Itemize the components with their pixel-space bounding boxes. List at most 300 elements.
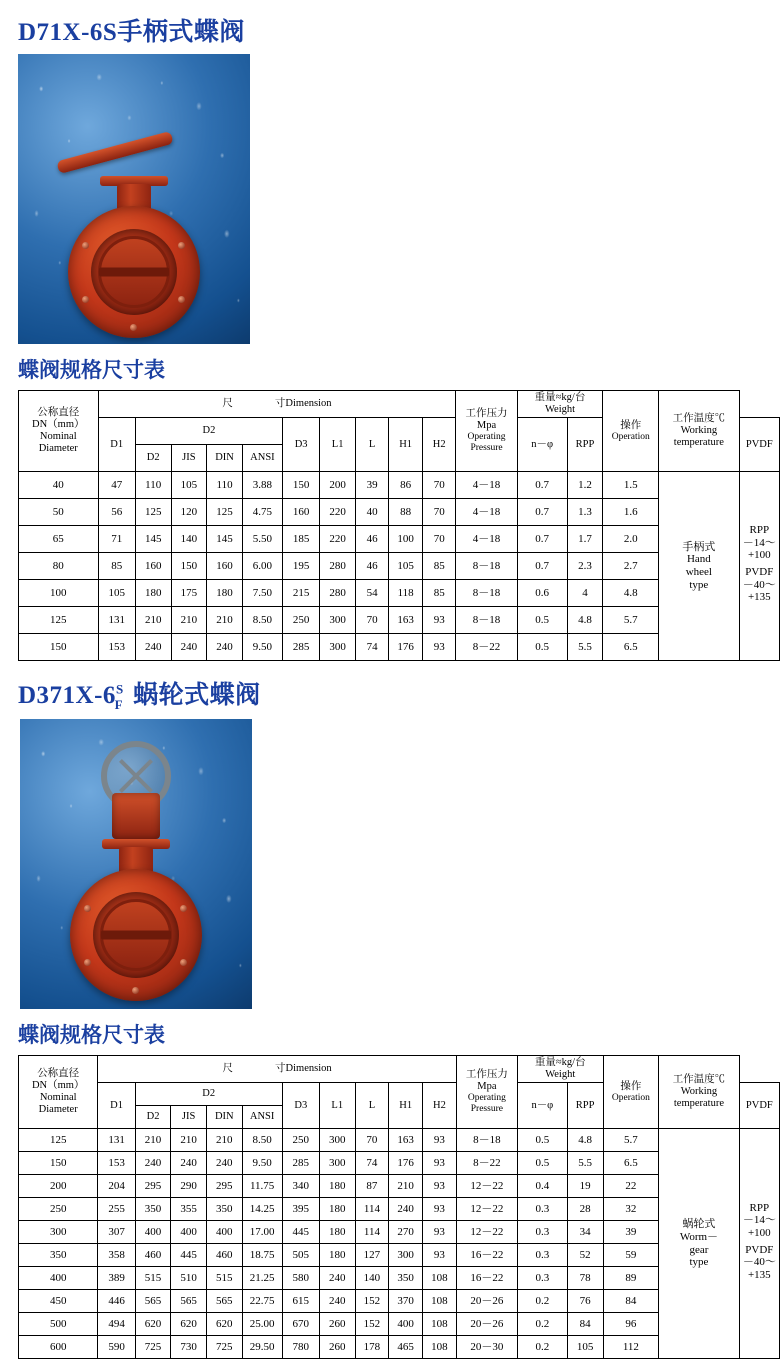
header-weight: 重量≈kg/台 Weight (517, 391, 603, 418)
cell-d3: 580 (282, 1267, 319, 1290)
cell-nphi: 12－22 (456, 1198, 517, 1221)
cell-jis: 210 (171, 607, 207, 634)
header-operating-pressure: 工作压力 Mpa Operating Pressure (456, 1056, 517, 1129)
cell-rpp: 84 (567, 1313, 603, 1336)
cell-l: 74 (355, 1152, 389, 1175)
valve-bolt (180, 959, 187, 966)
cell-h1: 176 (389, 634, 423, 661)
cell-dn: 600 (19, 1336, 98, 1359)
cell-jis: 510 (171, 1267, 207, 1290)
cell-dn: 150 (19, 634, 99, 661)
cell-h2: 93 (423, 607, 456, 634)
header-d2: D2 (135, 1106, 171, 1129)
cell-pvdf: 1.6 (603, 499, 659, 526)
valve-stem-bar (101, 931, 171, 940)
cell-jis: 355 (171, 1198, 207, 1221)
cell-d3: 505 (282, 1244, 319, 1267)
table-header-row-1 (19, 1056, 780, 1083)
cell-jis: 105 (171, 472, 207, 499)
model-name-1: 手柄式蝶阀 (117, 19, 245, 46)
cell-din: 295 (206, 1175, 242, 1198)
cell-rpp: 34 (567, 1221, 603, 1244)
cell-din: 240 (207, 634, 243, 661)
cell-d2: 620 (135, 1313, 171, 1336)
cell-dn: 150 (19, 1152, 98, 1175)
cell-nphi: 20－26 (456, 1290, 517, 1313)
cell-press: 0.4 (517, 1175, 567, 1198)
cell-d1: 590 (98, 1336, 135, 1359)
cell-din: 725 (206, 1336, 242, 1359)
cell-rpp: 4.8 (567, 1129, 603, 1152)
cell-l1: 260 (319, 1336, 355, 1359)
cell-l1: 280 (320, 553, 356, 580)
cell-l1: 300 (320, 607, 356, 634)
header-pvdf: PVDF (739, 418, 779, 472)
cell-h2: 93 (423, 634, 456, 661)
cell-dn: 125 (19, 607, 99, 634)
cell-h1: 270 (389, 1221, 423, 1244)
cell-press: 0.6 (517, 580, 567, 607)
cell-d1: 358 (98, 1244, 135, 1267)
cell-din: 110 (207, 472, 243, 499)
cell-h1: 100 (389, 526, 423, 553)
cell-h1: 370 (389, 1290, 423, 1313)
cell-d3: 285 (282, 1152, 319, 1175)
cell-nphi: 8－22 (456, 1152, 517, 1175)
cell-rpp: 76 (567, 1290, 603, 1313)
cell-rpp: 52 (567, 1244, 603, 1267)
cell-l: 70 (355, 1129, 389, 1152)
cell-press: 0.2 (517, 1290, 567, 1313)
header-l1: L1 (320, 418, 356, 472)
cell-h1: 118 (389, 580, 423, 607)
cell-dn: 65 (19, 526, 99, 553)
cell-l1: 180 (319, 1198, 355, 1221)
cell-ansi: 25.00 (242, 1313, 282, 1336)
cell-rpp: 78 (567, 1267, 603, 1290)
valve-bolt (84, 959, 91, 966)
cell-ansi: 3.88 (242, 472, 282, 499)
cell-dn: 400 (19, 1267, 98, 1290)
worm-gear-box (112, 793, 160, 839)
cell-d1: 204 (98, 1175, 135, 1198)
cell-h1: 88 (389, 499, 423, 526)
cell-jis: 120 (171, 499, 207, 526)
cell-d3: 615 (282, 1290, 319, 1313)
model-name-2: 蜗轮式蝶阀 (133, 682, 261, 710)
cell-l1: 200 (320, 472, 356, 499)
cell-nphi: 16－22 (456, 1244, 517, 1267)
cell-jis: 730 (171, 1336, 207, 1359)
cell-jis: 210 (171, 1129, 207, 1152)
header-ansi: ANSI (242, 445, 282, 472)
handle-valve-photo (18, 54, 250, 344)
table-header-row-1 (19, 391, 780, 418)
cell-din: 460 (206, 1244, 242, 1267)
cell-press: 0.5 (517, 634, 567, 661)
page-title-handle-valve (0, 0, 780, 54)
cell-d2: 210 (135, 607, 171, 634)
cell-h2: 70 (423, 472, 456, 499)
cell-din: 145 (207, 526, 243, 553)
cell-jis: 620 (171, 1313, 207, 1336)
cell-rpp: 4 (567, 580, 603, 607)
cell-h1: 105 (389, 553, 423, 580)
cell-jis: 240 (171, 1152, 207, 1175)
cell-l1: 220 (320, 499, 356, 526)
model-sup-2: S (115, 681, 124, 697)
cell-d2: 160 (135, 553, 171, 580)
cell-l: 152 (355, 1290, 389, 1313)
cell-d2: 240 (135, 634, 171, 661)
header-h2: H2 (423, 1083, 457, 1129)
cell-pvdf: 1.5 (603, 472, 659, 499)
cell-h2: 93 (423, 1198, 457, 1221)
cell-d2: 240 (135, 1152, 171, 1175)
cell-ansi: 18.75 (242, 1244, 282, 1267)
cell-rpp: 5.5 (567, 634, 603, 661)
cell-press: 0.3 (517, 1221, 567, 1244)
cell-jis: 150 (171, 553, 207, 580)
cell-nphi: 4－18 (456, 499, 517, 526)
valve-body (68, 206, 200, 338)
cell-dn: 40 (19, 472, 99, 499)
cell-pvdf: 112 (603, 1336, 659, 1359)
cell-din: 565 (206, 1290, 242, 1313)
cell-l: 127 (355, 1244, 389, 1267)
cell-nphi: 8－18 (456, 607, 517, 634)
valve-body (70, 869, 202, 1001)
cell-jis: 290 (171, 1175, 207, 1198)
cell-din: 160 (207, 553, 243, 580)
cell-l: 40 (355, 499, 388, 526)
cell-dn: 200 (19, 1175, 98, 1198)
header-d3: D3 (282, 1083, 319, 1129)
cell-rpp: 105 (567, 1336, 603, 1359)
cell-ansi: 11.75 (242, 1175, 282, 1198)
valve-bolt (82, 242, 89, 249)
cell-pvdf: 39 (603, 1221, 659, 1244)
cell-working-temperature: RPP －14～+100 PVDF －40～+135 (739, 472, 779, 661)
cell-d2: 125 (135, 499, 171, 526)
cell-jis: 140 (171, 526, 207, 553)
cell-pvdf: 2.0 (603, 526, 659, 553)
cell-rpp: 5.5 (567, 1152, 603, 1175)
cell-l: 39 (355, 472, 388, 499)
cell-d1: 131 (98, 1129, 135, 1152)
cell-press: 0.3 (517, 1267, 567, 1290)
worm-gear-valve-photo (20, 719, 252, 1009)
cell-dn: 100 (19, 580, 99, 607)
cell-d2: 210 (135, 1129, 171, 1152)
cell-nphi: 16－22 (456, 1267, 517, 1290)
cell-h1: 176 (389, 1152, 423, 1175)
cell-l1: 180 (319, 1175, 355, 1198)
cell-d1: 105 (98, 580, 135, 607)
header-pvdf: PVDF (739, 1083, 779, 1129)
cell-rpp: 4.8 (567, 607, 603, 634)
header-dimension: 尺 寸Dimension (98, 391, 456, 418)
cell-d3: 395 (282, 1198, 319, 1221)
cell-dn: 500 (19, 1313, 98, 1336)
cell-nphi: 20－26 (456, 1313, 517, 1336)
cell-h1: 465 (389, 1336, 423, 1359)
cell-d2: 145 (135, 526, 171, 553)
header-rpp: RPP (567, 1083, 603, 1129)
cell-d1: 71 (98, 526, 135, 553)
cell-press: 0.3 (517, 1244, 567, 1267)
cell-nphi: 8－18 (456, 1129, 517, 1152)
cell-d2: 350 (135, 1198, 171, 1221)
cell-ansi: 8.50 (242, 607, 282, 634)
cell-press: 0.5 (517, 607, 567, 634)
header-l1: L1 (319, 1083, 355, 1129)
cell-d3: 285 (282, 634, 319, 661)
cell-l: 140 (355, 1267, 389, 1290)
cell-l1: 300 (319, 1129, 355, 1152)
cell-dn: 125 (19, 1129, 98, 1152)
cell-ansi: 9.50 (242, 1152, 282, 1175)
cell-l1: 300 (320, 634, 356, 661)
cell-dn: 50 (19, 499, 99, 526)
header-d2-group: D2 (135, 1083, 282, 1106)
cell-ansi: 14.25 (242, 1198, 282, 1221)
header-n-phi: n－φ (517, 1083, 567, 1129)
header-h1: H1 (389, 1083, 423, 1129)
header-d2: D2 (135, 445, 171, 472)
cell-nphi: 20－30 (456, 1336, 517, 1359)
cell-d2: 725 (135, 1336, 171, 1359)
header-l: L (355, 418, 388, 472)
cell-dn: 350 (19, 1244, 98, 1267)
cell-pvdf: 96 (603, 1313, 659, 1336)
cell-l: 87 (355, 1175, 389, 1198)
cell-ansi: 17.00 (242, 1221, 282, 1244)
cell-din: 210 (207, 607, 243, 634)
cell-rpp: 19 (567, 1175, 603, 1198)
cell-pvdf: 6.5 (603, 1152, 659, 1175)
header-n-phi: n－φ (517, 418, 567, 472)
cell-press: 0.3 (517, 1198, 567, 1221)
cell-l1: 240 (319, 1267, 355, 1290)
header-operation: 操作 Operation (603, 1056, 659, 1129)
cell-pvdf: 5.7 (603, 1129, 659, 1152)
cell-l: 70 (355, 607, 388, 634)
header-din: DIN (207, 445, 243, 472)
cell-working-temperature: RPP －14～+100 PVDF －40～+135 (739, 1129, 779, 1359)
cell-l: 178 (355, 1336, 389, 1359)
header-weight: 重量≈kg/台 Weight (517, 1056, 603, 1083)
cell-l: 114 (355, 1221, 389, 1244)
header-ansi: ANSI (242, 1106, 282, 1129)
header-d1: D1 (98, 1083, 135, 1129)
cell-h2: 93 (423, 1129, 457, 1152)
page-title-worm-valve (0, 661, 780, 719)
cell-ansi: 7.50 (242, 580, 282, 607)
cell-h2: 85 (423, 580, 456, 607)
cell-pvdf: 22 (603, 1175, 659, 1198)
header-l: L (355, 1083, 389, 1129)
cell-nphi: 12－22 (456, 1221, 517, 1244)
cell-ansi: 22.75 (242, 1290, 282, 1313)
cell-h2: 70 (423, 499, 456, 526)
cell-d3: 160 (282, 499, 319, 526)
cell-d1: 85 (98, 553, 135, 580)
cell-ansi: 8.50 (242, 1129, 282, 1152)
header-h1: H1 (389, 418, 423, 472)
header-rpp: RPP (567, 418, 603, 472)
model-code-2: D371X-6 (18, 682, 116, 710)
valve-stem-bar (99, 268, 169, 277)
cell-d1: 153 (98, 634, 135, 661)
cell-press: 0.2 (517, 1313, 567, 1336)
cell-d1: 56 (98, 499, 135, 526)
cell-press: 0.7 (517, 553, 567, 580)
cell-l1: 240 (319, 1290, 355, 1313)
cell-dn: 300 (19, 1221, 98, 1244)
cell-pvdf: 59 (603, 1244, 659, 1267)
cell-d2: 400 (135, 1221, 171, 1244)
cell-din: 125 (207, 499, 243, 526)
cell-d1: 389 (98, 1267, 135, 1290)
cell-l1: 180 (319, 1244, 355, 1267)
cell-pvdf: 2.7 (603, 553, 659, 580)
cell-dn: 250 (19, 1198, 98, 1221)
cell-d3: 340 (282, 1175, 319, 1198)
cell-jis: 175 (171, 580, 207, 607)
cell-dn: 80 (19, 553, 99, 580)
cell-pvdf: 4.8 (603, 580, 659, 607)
cell-d2: 565 (135, 1290, 171, 1313)
cell-l1: 180 (319, 1221, 355, 1244)
cell-d1: 47 (98, 472, 135, 499)
cell-ansi: 9.50 (242, 634, 282, 661)
cell-d3: 215 (282, 580, 319, 607)
cell-h2: 108 (423, 1267, 457, 1290)
cell-ansi: 4.75 (242, 499, 282, 526)
cell-pvdf: 89 (603, 1267, 659, 1290)
cell-din: 240 (206, 1152, 242, 1175)
cell-ansi: 21.25 (242, 1267, 282, 1290)
header-working-temperature: 工作温度℃ Working temperature (659, 391, 740, 472)
header-h2: H2 (423, 418, 456, 472)
cell-d2: 515 (135, 1267, 171, 1290)
table-title-2: 蝶阀规格尺寸表 (18, 1023, 165, 1048)
cell-d3: 250 (282, 607, 319, 634)
cell-din: 350 (206, 1198, 242, 1221)
cell-h1: 240 (389, 1198, 423, 1221)
cell-d1: 446 (98, 1290, 135, 1313)
header-jis: JIS (171, 1106, 207, 1129)
cell-l1: 260 (319, 1313, 355, 1336)
valve-bolt (178, 242, 185, 249)
cell-din: 210 (206, 1129, 242, 1152)
header-operation: 操作 Operation (603, 391, 659, 472)
cell-d1: 131 (98, 607, 135, 634)
cell-h2: 93 (423, 1244, 457, 1267)
cell-d1: 494 (98, 1313, 135, 1336)
table-row (19, 1129, 780, 1152)
cell-din: 515 (206, 1267, 242, 1290)
cell-dn: 450 (19, 1290, 98, 1313)
model-sub-2: F (114, 697, 124, 713)
cell-h1: 400 (389, 1313, 423, 1336)
header-working-temperature: 工作温度℃ Working temperature (659, 1056, 739, 1129)
cell-l1: 280 (320, 580, 356, 607)
cell-nphi: 8－22 (456, 634, 517, 661)
cell-d3: 150 (282, 472, 319, 499)
cell-l: 46 (355, 553, 388, 580)
cell-h2: 70 (423, 526, 456, 553)
cell-din: 620 (206, 1313, 242, 1336)
header-d3: D3 (282, 418, 319, 472)
cell-rpp: 1.2 (567, 472, 603, 499)
cell-d2: 110 (135, 472, 171, 499)
cell-h2: 85 (423, 553, 456, 580)
cell-jis: 445 (171, 1244, 207, 1267)
cell-nphi: 4－18 (456, 472, 517, 499)
header-operating-pressure: 工作压力 Mpa Operating Pressure (456, 391, 517, 472)
cell-rpp: 2.3 (567, 553, 603, 580)
header-din: DIN (206, 1106, 242, 1129)
table-body (19, 1129, 780, 1359)
cell-nphi: 12－22 (456, 1175, 517, 1198)
table-row (19, 472, 780, 499)
model-code-1: D71X-6S (18, 19, 118, 46)
cell-din: 180 (207, 580, 243, 607)
cell-d2: 295 (135, 1175, 171, 1198)
cell-ansi: 6.00 (242, 553, 282, 580)
cell-d3: 445 (282, 1221, 319, 1244)
cell-pvdf: 84 (603, 1290, 659, 1313)
header-d2-group: D2 (135, 418, 282, 445)
cell-operation: 蜗轮式 Worm－ gear type (659, 1129, 739, 1359)
cell-h1: 350 (389, 1267, 423, 1290)
cell-l: 152 (355, 1313, 389, 1336)
table-head (19, 1056, 780, 1129)
cell-pvdf: 6.5 (603, 634, 659, 661)
cell-h2: 93 (423, 1152, 457, 1175)
cell-nphi: 8－18 (456, 580, 517, 607)
cell-d3: 780 (282, 1336, 319, 1359)
valve-bolt (84, 905, 91, 912)
cell-d1: 255 (98, 1198, 135, 1221)
cell-h2: 93 (423, 1221, 457, 1244)
valve-bolt (180, 905, 187, 912)
cell-ansi: 5.50 (242, 526, 282, 553)
cell-press: 0.5 (517, 1129, 567, 1152)
cell-d3: 185 (282, 526, 319, 553)
cell-l: 74 (355, 634, 388, 661)
cell-h1: 300 (389, 1244, 423, 1267)
valve-bolt (82, 296, 89, 303)
cell-press: 0.2 (517, 1336, 567, 1359)
cell-l: 114 (355, 1198, 389, 1221)
cell-h1: 210 (389, 1175, 423, 1198)
cell-press: 0.7 (517, 526, 567, 553)
header-d1: D1 (98, 418, 135, 472)
valve-bolt (132, 987, 139, 994)
cell-pvdf: 32 (603, 1198, 659, 1221)
cell-l1: 220 (320, 526, 356, 553)
cell-nphi: 4－18 (456, 526, 517, 553)
cell-l1: 300 (319, 1152, 355, 1175)
header-nominal-diameter: 公称直径 DN（mm） Nominal Diameter (19, 1056, 98, 1129)
cell-nphi: 8－18 (456, 553, 517, 580)
cell-d3: 250 (282, 1129, 319, 1152)
cell-h2: 108 (423, 1290, 457, 1313)
cell-press: 0.7 (517, 499, 567, 526)
